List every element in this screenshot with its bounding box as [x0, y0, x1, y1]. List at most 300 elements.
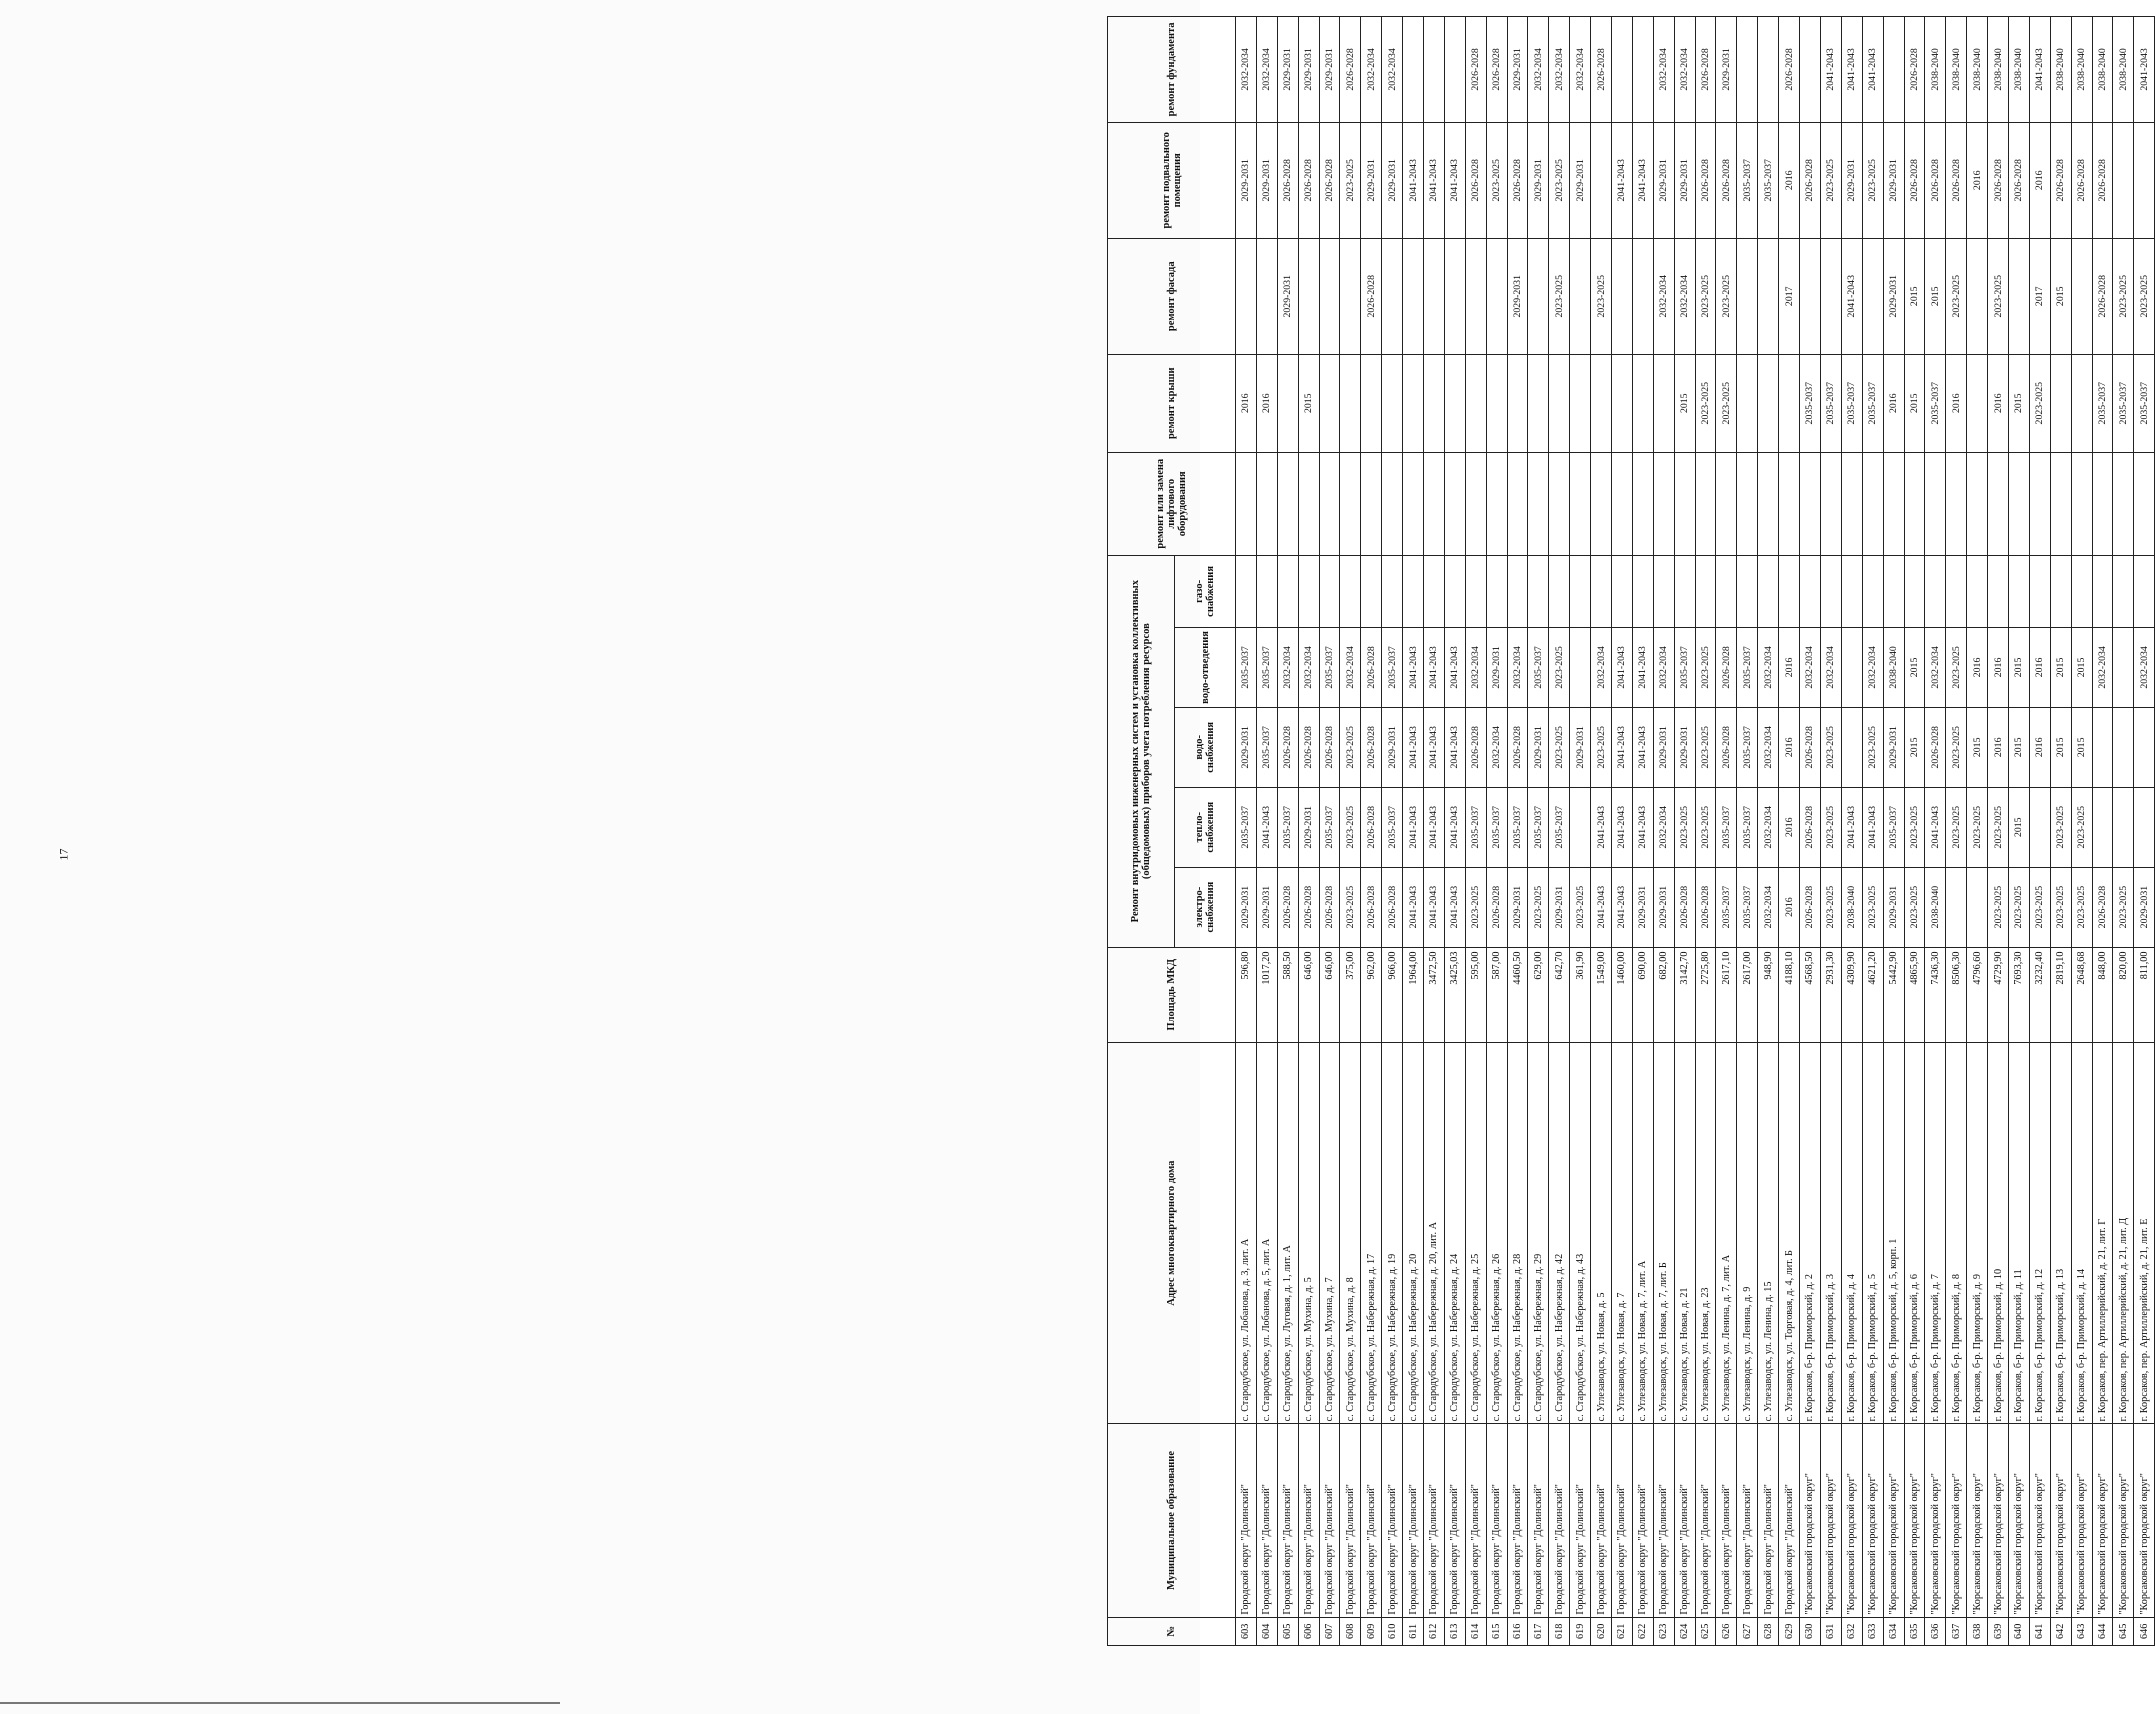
row-roof: [1361, 354, 1382, 452]
row-address: с. Углезаводск, ул. Новая, д. 7: [1612, 1042, 1633, 1423]
row-electro: 2023-2025: [1340, 867, 1361, 947]
row-gas: [1382, 555, 1403, 627]
row-area: 2725,80: [1695, 947, 1716, 1042]
row-gas: [2113, 555, 2134, 627]
table-row: [1361, 17, 1382, 1646]
row-foundation: 2032-2034: [1361, 17, 1382, 123]
row-heat: 2035-2037: [1737, 787, 1758, 867]
row-roof: 2035-2037: [1820, 354, 1841, 452]
row-foundation: [1424, 17, 1445, 123]
row-water: 2015: [1904, 707, 1925, 787]
table-row: [1382, 17, 1403, 1646]
table-row: [2113, 17, 2134, 1646]
row-sewer: 2032-2034: [1277, 627, 1298, 707]
row-lift: [1591, 452, 1612, 555]
row-basement: [1591, 122, 1612, 238]
row-heat: 2035-2037: [1382, 787, 1403, 867]
row-water: 2023-2025: [1946, 707, 1967, 787]
row-number: 633: [1862, 1617, 1883, 1645]
row-lift: [1236, 452, 1257, 555]
row-lift: [1382, 452, 1403, 555]
row-heat: 2023-2025: [2071, 787, 2092, 867]
row-municipality: Городской округ "Долинский": [1382, 1424, 1403, 1617]
row-sewer: 2041-2043: [1424, 627, 1445, 707]
table-row: [1340, 17, 1361, 1646]
row-roof: 2016: [1883, 354, 1904, 452]
row-municipality: Городской округ "Долинский": [1549, 1424, 1570, 1617]
row-water: 2015: [1967, 707, 1988, 787]
row-municipality: Городской округ "Долинский": [1695, 1424, 1716, 1617]
row-water: 2016: [1779, 707, 1800, 787]
row-water: 2015: [2008, 707, 2029, 787]
row-lift: [1653, 452, 1674, 555]
row-facade: [1570, 238, 1591, 354]
row-facade: 2023-2025: [1591, 238, 1612, 354]
row-heat: 2035-2037: [1549, 787, 1570, 867]
row-roof: [1653, 354, 1674, 452]
row-roof: [1758, 354, 1779, 452]
row-foundation: 2032-2034: [1549, 17, 1570, 123]
row-gas: [1256, 555, 1277, 627]
row-number: 635: [1904, 1617, 1925, 1645]
row-lift: [1716, 452, 1737, 555]
table-row: [1674, 17, 1695, 1646]
row-facade: 2023-2025: [1549, 238, 1570, 354]
row-municipality: "Корсаковский городской округ": [2134, 1424, 2155, 1617]
row-number: 607: [1319, 1617, 1340, 1645]
header-facade: ремонт фасада: [1108, 238, 1236, 354]
row-number: 622: [1632, 1617, 1653, 1645]
row-basement: 2026-2028: [1716, 122, 1737, 238]
row-area: 5442,90: [1883, 947, 1904, 1042]
row-gas: [1444, 555, 1465, 627]
row-lift: [1695, 452, 1716, 555]
row-foundation: 2041-2043: [1841, 17, 1862, 123]
row-number: 624: [1674, 1617, 1695, 1645]
row-number: 614: [1465, 1617, 1486, 1645]
row-heat: 2023-2025: [1904, 787, 1925, 867]
row-municipality: "Корсаковский городской округ": [2071, 1424, 2092, 1617]
row-facade: 2029-2031: [1277, 238, 1298, 354]
row-gas: [1361, 555, 1382, 627]
row-number: 612: [1424, 1617, 1445, 1645]
row-area: 4309,90: [1841, 947, 1862, 1042]
row-electro: 2029-2031: [1256, 867, 1277, 947]
row-facade: [1444, 238, 1465, 354]
row-lift: [1319, 452, 1340, 555]
row-address: г. Корсаков, б-р. Приморский, д. 2: [1800, 1042, 1821, 1423]
row-lift: [1256, 452, 1277, 555]
row-municipality: "Корсаковский городской округ": [2092, 1424, 2113, 1617]
row-water: [2092, 707, 2113, 787]
row-electro: 2041-2043: [1403, 867, 1424, 947]
row-gas: [2050, 555, 2071, 627]
row-number: 623: [1653, 1617, 1674, 1645]
row-foundation: 2026-2028: [1486, 17, 1507, 123]
row-facade: 2026-2028: [1361, 238, 1382, 354]
table-row: [1841, 17, 1862, 1646]
row-area: 7693,30: [2008, 947, 2029, 1042]
row-municipality: Городской округ "Долинский": [1340, 1424, 1361, 1617]
row-electro: 2023-2025: [2008, 867, 2029, 947]
row-sewer: 2035-2037: [1256, 627, 1277, 707]
row-electro: 2026-2028: [1486, 867, 1507, 947]
row-heat: 2041-2043: [1612, 787, 1633, 867]
table-row: [1800, 17, 1821, 1646]
row-municipality: "Корсаковский городской округ": [1841, 1424, 1862, 1617]
row-number: 610: [1382, 1617, 1403, 1645]
row-facade: 2023-2025: [2134, 238, 2155, 354]
row-lift: [1361, 452, 1382, 555]
row-basement: 2029-2031: [1883, 122, 1904, 238]
row-electro: 2026-2028: [2092, 867, 2113, 947]
row-lift: [1298, 452, 1319, 555]
row-basement: [2134, 122, 2155, 238]
table-row: [1758, 17, 1779, 1646]
row-foundation: 2029-2031: [1716, 17, 1737, 123]
row-heat: 2041-2043: [1841, 787, 1862, 867]
row-water: 2026-2028: [1925, 707, 1946, 787]
row-lift: [1967, 452, 1988, 555]
row-municipality: "Корсаковский городской округ": [2113, 1424, 2134, 1617]
row-address: с. Углезаводск, ул. Ленина, д. 9: [1737, 1042, 1758, 1423]
row-basement: 2026-2028: [1946, 122, 1967, 238]
row-municipality: Городской округ "Долинский": [1612, 1424, 1633, 1617]
row-gas: [1507, 555, 1528, 627]
row-lift: [1444, 452, 1465, 555]
row-heat: 2041-2043: [1444, 787, 1465, 867]
row-heat: 2041-2043: [1403, 787, 1424, 867]
row-facade: [1820, 238, 1841, 354]
row-heat: [2092, 787, 2113, 867]
row-address: с. Стародубское, ул. Мухина, д. 8: [1340, 1042, 1361, 1423]
row-number: 608: [1340, 1617, 1361, 1645]
row-address: с. Стародубское, ул. Луговая, д. 1, лит. А: [1277, 1042, 1298, 1423]
row-municipality: "Корсаковский городской округ": [1967, 1424, 1988, 1617]
row-roof: [1382, 354, 1403, 452]
row-area: 848,00: [2092, 947, 2113, 1042]
row-foundation: [1632, 17, 1653, 123]
header-area: Площадь МКД: [1108, 947, 1236, 1042]
table-row: [1424, 17, 1445, 1646]
row-sewer: 2032-2034: [1340, 627, 1361, 707]
row-basement: 2026-2028: [2092, 122, 2113, 238]
row-electro: 2041-2043: [1612, 867, 1633, 947]
row-sewer: [2113, 627, 2134, 707]
row-facade: [1612, 238, 1633, 354]
row-roof: [1277, 354, 1298, 452]
row-basement: 2016: [2029, 122, 2050, 238]
row-heat: 2035-2037: [1528, 787, 1549, 867]
row-sewer: [1841, 627, 1862, 707]
row-address: г. Корсаков, б-р. Приморский, д. 6: [1904, 1042, 1925, 1423]
row-lift: [1612, 452, 1633, 555]
row-roof: [1591, 354, 1612, 452]
row-sewer: 2032-2034: [1653, 627, 1674, 707]
row-municipality: Городской округ "Долинский": [1591, 1424, 1612, 1617]
row-roof: [1444, 354, 1465, 452]
row-number: 618: [1549, 1617, 1570, 1645]
row-foundation: 2029-2031: [1298, 17, 1319, 123]
row-sewer: 2016: [1988, 627, 2009, 707]
row-facade: 2023-2025: [1695, 238, 1716, 354]
row-electro: 2023-2025: [1904, 867, 1925, 947]
row-heat: 2041-2043: [1591, 787, 1612, 867]
row-electro: 2041-2043: [1444, 867, 1465, 947]
row-roof: 2015: [1904, 354, 1925, 452]
row-gas: [1758, 555, 1779, 627]
row-basement: 2029-2031: [1841, 122, 1862, 238]
row-gas: [1236, 555, 1257, 627]
row-electro: 2026-2028: [1298, 867, 1319, 947]
row-facade: 2023-2025: [1988, 238, 2009, 354]
row-facade: 2032-2034: [1653, 238, 1674, 354]
row-electro: 2023-2025: [1465, 867, 1486, 947]
row-address: г. Корсаков, б-р. Приморский, д. 8: [1946, 1042, 1967, 1423]
row-roof: 2016: [1256, 354, 1277, 452]
row-roof: [1737, 354, 1758, 452]
row-water: 2026-2028: [1800, 707, 1821, 787]
row-lift: [1424, 452, 1445, 555]
row-basement: 2035-2037: [1758, 122, 1779, 238]
row-foundation: 2029-2031: [1277, 17, 1298, 123]
row-roof: 2023-2025: [1695, 354, 1716, 452]
table-row: [1591, 17, 1612, 1646]
row-basement: 2041-2043: [1612, 122, 1633, 238]
row-sewer: 2016: [1967, 627, 1988, 707]
row-gas: [1779, 555, 1800, 627]
row-municipality: Городской округ "Долинский": [1737, 1424, 1758, 1617]
row-water: 2026-2028: [1277, 707, 1298, 787]
row-facade: [1465, 238, 1486, 354]
row-roof: 2016: [1236, 354, 1257, 452]
row-address: г. Корсаков, б-р. Приморский, д. 11: [2008, 1042, 2029, 1423]
rotated-table-container: [1107, 16, 2150, 1646]
row-heat: 2023-2025: [1695, 787, 1716, 867]
row-foundation: 2032-2034: [1256, 17, 1277, 123]
row-address: с. Стародубское, ул. Набережная, д. 26: [1486, 1042, 1507, 1423]
row-number: 640: [2008, 1617, 2029, 1645]
row-foundation: 2026-2028: [1904, 17, 1925, 123]
row-sewer: 2026-2028: [1716, 627, 1737, 707]
row-address: с. Стародубское, ул. Набережная, д. 19: [1382, 1042, 1403, 1423]
row-municipality: Городской округ "Долинский": [1256, 1424, 1277, 1617]
row-basement: 2026-2028: [1988, 122, 2009, 238]
row-heat: 2023-2025: [1820, 787, 1841, 867]
row-roof: 2035-2037: [2134, 354, 2155, 452]
row-gas: [1424, 555, 1445, 627]
row-number: 617: [1528, 1617, 1549, 1645]
row-gas: [1486, 555, 1507, 627]
row-address: г. Корсаков, б-р. Приморский, д. 5: [1862, 1042, 1883, 1423]
row-heat: 2015: [2008, 787, 2029, 867]
row-facade: 2015: [1904, 238, 1925, 354]
table-row: [1967, 17, 1988, 1646]
row-roof: [1424, 354, 1445, 452]
row-electro: 2029-2031: [2134, 867, 2155, 947]
table-row: [1862, 17, 1883, 1646]
row-foundation: 2026-2028: [1340, 17, 1361, 123]
row-lift: [1340, 452, 1361, 555]
row-municipality: "Корсаковский городской округ": [1800, 1424, 1821, 1617]
row-gas: [1340, 555, 1361, 627]
row-facade: [1424, 238, 1445, 354]
table-row: [1946, 17, 1967, 1646]
header-basement: ремонт подвального помещения: [1108, 122, 1236, 238]
row-number: 638: [1967, 1617, 1988, 1645]
row-area: 4865,90: [1904, 947, 1925, 1042]
row-municipality: "Корсаковский городской округ": [1883, 1424, 1904, 1617]
row-heat: 2023-2025: [1674, 787, 1695, 867]
row-basement: 2041-2043: [1444, 122, 1465, 238]
row-facade: [1298, 238, 1319, 354]
row-water: 2029-2031: [1528, 707, 1549, 787]
row-foundation: 2041-2043: [2134, 17, 2155, 123]
row-area: 375,00: [1340, 947, 1361, 1042]
row-facade: [1236, 238, 1257, 354]
row-foundation: 2026-2028: [1591, 17, 1612, 123]
row-area: 646,00: [1298, 947, 1319, 1042]
row-gas: [1403, 555, 1424, 627]
row-municipality: "Корсаковский городской округ": [1925, 1424, 1946, 1617]
row-area: 2931,30: [1820, 947, 1841, 1042]
row-lift: [1632, 452, 1653, 555]
row-electro: 2038-2040: [1925, 867, 1946, 947]
row-address: с. Углезаводск, ул. Новая, д. 21: [1674, 1042, 1695, 1423]
row-electro: 2026-2028: [1361, 867, 1382, 947]
row-electro: 2035-2037: [1737, 867, 1758, 947]
row-basement: 2026-2028: [1298, 122, 1319, 238]
row-municipality: "Корсаковский городской округ": [2008, 1424, 2029, 1617]
row-area: 596,80: [1236, 947, 1257, 1042]
row-water: 2023-2025: [1820, 707, 1841, 787]
row-heat: 2041-2043: [1925, 787, 1946, 867]
row-basement: 2023-2025: [1549, 122, 1570, 238]
row-area: 587,00: [1486, 947, 1507, 1042]
row-sewer: 2041-2043: [1444, 627, 1465, 707]
row-gas: [1674, 555, 1695, 627]
page-number: 17: [56, 848, 71, 861]
row-gas: [1716, 555, 1737, 627]
row-sewer: 2023-2025: [1549, 627, 1570, 707]
row-facade: [1528, 238, 1549, 354]
row-gas: [1277, 555, 1298, 627]
row-foundation: 2032-2034: [1674, 17, 1695, 123]
row-address: с. Стародубское, ул. Набережная, д. 20: [1403, 1042, 1424, 1423]
row-lift: [1946, 452, 1967, 555]
row-sewer: [1570, 627, 1591, 707]
row-electro: 2023-2025: [1988, 867, 2009, 947]
row-foundation: 2026-2028: [1695, 17, 1716, 123]
header-foundation: ремонт фундамента: [1108, 17, 1236, 123]
row-lift: [2029, 452, 2050, 555]
row-heat: 2035-2037: [1486, 787, 1507, 867]
table-row: [1716, 17, 1737, 1646]
row-municipality: "Корсаковский городской округ": [2050, 1424, 2071, 1617]
row-facade: [1486, 238, 1507, 354]
table-row: [1779, 17, 1800, 1646]
row-water: 2041-2043: [1612, 707, 1633, 787]
row-area: 811,00: [2134, 947, 2155, 1042]
row-water: 2029-2031: [1236, 707, 1257, 787]
row-basement: 2023-2025: [1862, 122, 1883, 238]
row-foundation: 2041-2043: [1862, 17, 1883, 123]
row-municipality: Городской округ "Долинский": [1319, 1424, 1340, 1617]
row-address: с. Стародубское, ул. Набережная, д. 29: [1528, 1042, 1549, 1423]
row-address: с. Стародубское, ул. Лобанова, д. 3, лит. А: [1236, 1042, 1257, 1423]
row-lift: [1737, 452, 1758, 555]
table-row: [1820, 17, 1841, 1646]
row-area: 820,00: [2113, 947, 2134, 1042]
row-foundation: 2038-2040: [2113, 17, 2134, 123]
table-row: [2008, 17, 2029, 1646]
row-lift: [1862, 452, 1883, 555]
header-municipality: Муниципальное образование: [1108, 1424, 1236, 1617]
row-water: 2035-2037: [1737, 707, 1758, 787]
row-lift: [1465, 452, 1486, 555]
row-number: 639: [1988, 1617, 2009, 1645]
row-basement: 2026-2028: [1925, 122, 1946, 238]
row-facade: [1340, 238, 1361, 354]
row-area: 2617,10: [1716, 947, 1737, 1042]
row-area: 2819,10: [2050, 947, 2071, 1042]
row-sewer: 2016: [1779, 627, 1800, 707]
row-number: 641: [2029, 1617, 2050, 1645]
row-basement: 2026-2028: [2050, 122, 2071, 238]
row-basement: 2026-2028: [2071, 122, 2092, 238]
row-sewer: 2041-2043: [1403, 627, 1424, 707]
row-heat: 2035-2037: [1465, 787, 1486, 867]
row-lift: [1800, 452, 1821, 555]
row-area: 3472,50: [1424, 947, 1445, 1042]
row-address: г. Корсаков, б-р. Приморский, д. 5, корп. 1: [1883, 1042, 1904, 1423]
row-water: 2016: [1988, 707, 2009, 787]
row-foundation: 2038-2040: [2071, 17, 2092, 123]
row-electro: 2026-2028: [1319, 867, 1340, 947]
row-lift: [2134, 452, 2155, 555]
row-sewer: 2035-2037: [1737, 627, 1758, 707]
row-heat: 2041-2043: [1424, 787, 1445, 867]
row-gas: [1632, 555, 1653, 627]
row-facade: [2071, 238, 2092, 354]
row-lift: [1674, 452, 1695, 555]
row-heat: 2023-2025: [1340, 787, 1361, 867]
row-sewer: 2023-2025: [1946, 627, 1967, 707]
row-gas: [2134, 555, 2155, 627]
row-roof: [2050, 354, 2071, 452]
header-electro: электро-снабжения: [1175, 867, 1236, 947]
row-electro: 2023-2025: [2050, 867, 2071, 947]
row-roof: [1612, 354, 1633, 452]
row-heat: 2023-2025: [1967, 787, 1988, 867]
row-number: 620: [1591, 1617, 1612, 1645]
row-sewer: 2032-2034: [2134, 627, 2155, 707]
row-electro: 2023-2025: [1570, 867, 1591, 947]
row-area: 682,00: [1653, 947, 1674, 1042]
row-roof: [2071, 354, 2092, 452]
row-roof: [1528, 354, 1549, 452]
row-foundation: [1800, 17, 1821, 123]
row-number: 626: [1716, 1617, 1737, 1645]
row-electro: 2023-2025: [1528, 867, 1549, 947]
table-row: [2071, 17, 2092, 1646]
row-basement: 2029-2031: [1382, 122, 1403, 238]
row-basement: 2035-2037: [1737, 122, 1758, 238]
row-area: 4729,90: [1988, 947, 2009, 1042]
row-foundation: 2026-2028: [1465, 17, 1486, 123]
row-area: 2648,68: [2071, 947, 2092, 1042]
row-lift: [2092, 452, 2113, 555]
